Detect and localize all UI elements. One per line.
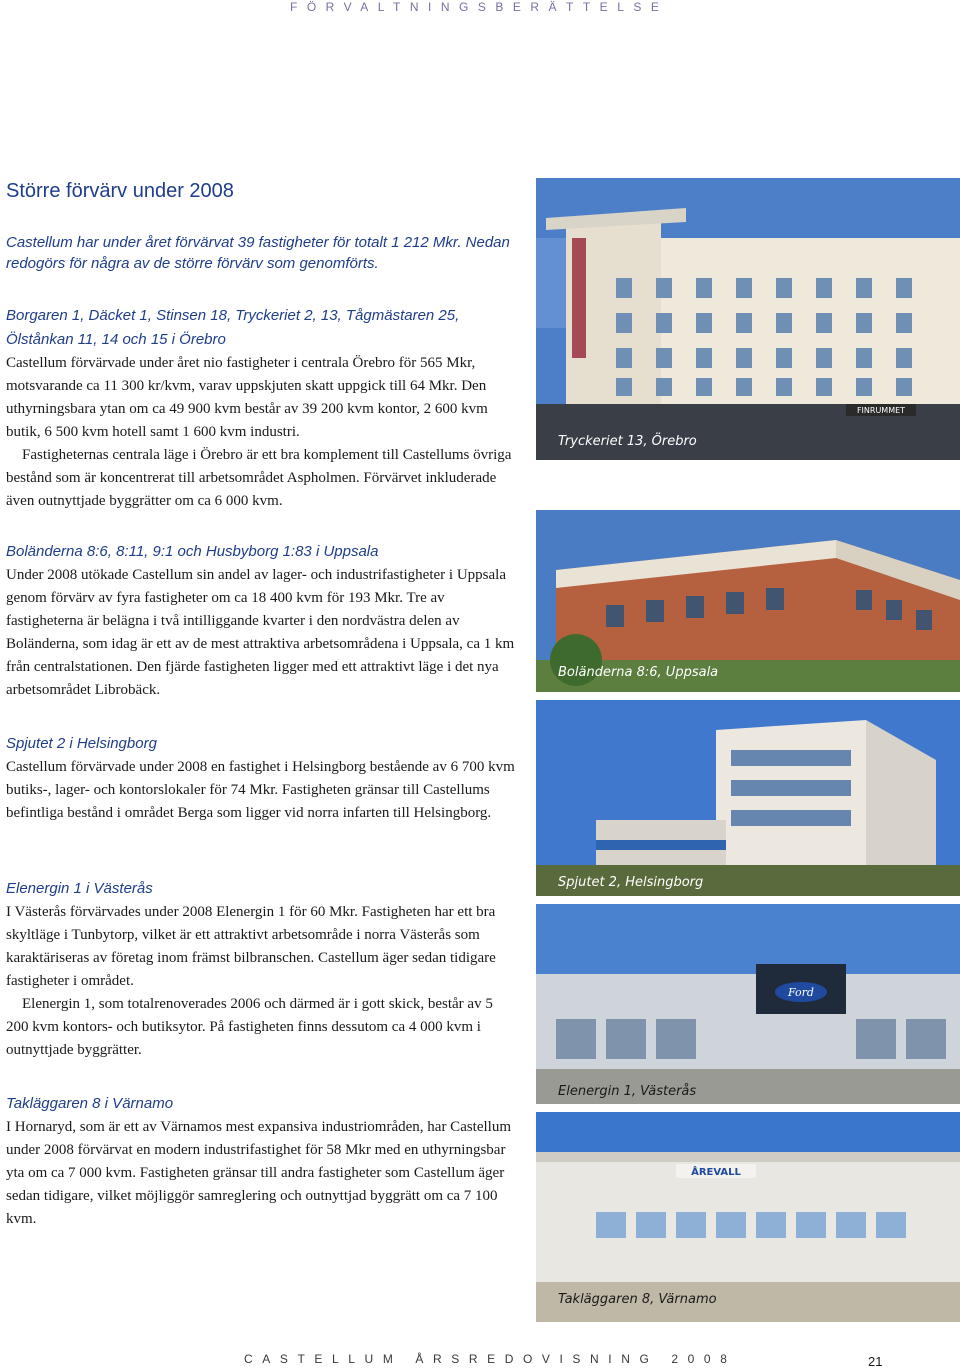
photo-taklaggaren-varnamo (536, 1112, 960, 1322)
photo-caption: Elenergin 1, Västerås (558, 1084, 697, 1099)
section-title: Borgaren 1, Däcket 1, Stinsen 18, Tryckeriet 2, 13, Tågmästaren 25, Ölstånkan 11, 14 och 15 i Örebro (6, 307, 460, 348)
section-paragraph: I Västerås förvärvades under 2008 Elenergin 1 för 60 Mkr. Fastigheten har ett bra skyltläge i Tunbytorp, vilket är ett attraktivt arbetsområde i norra Västerås som karaktäriseras av företag inom främst bilbranschen. Castellum äger sedan tidigare fastigheter i området. (6, 904, 496, 989)
footer-publication: CASTELLUM ÅRSREDOVISNING 2008 (244, 1352, 737, 1366)
section-paragraph: Elenergin 1, som totalrenoverades 2006 och därmed är i gott skick, består av 5 200 kvm kontors- och butiksytor. På fastigheten finns dessutom ca 4 000 kvm i outnyttjade byggrätter. (6, 996, 493, 1058)
section-helsingborg (6, 732, 516, 825)
article-heading: Större förvärv under 2008 (6, 180, 234, 202)
photo-caption: Boländerna 8:6, Uppsala (558, 665, 719, 680)
section-title: Boländerna 8:6, 8:11, 9:1 och Husbyborg 1:83 i Uppsala (6, 543, 379, 560)
section-uppsala (6, 540, 516, 702)
running-head: FÖRVALTNINGSBERÄTTELSE (290, 0, 669, 14)
sign-ford: Ford (788, 986, 814, 999)
section-varnamo (6, 1092, 516, 1231)
section-paragraph: I Hornaryd, som är ett av Värnamos mest expansiva industriområden, har Castellum under 2008 förvärvat en modern industrifastighet för 58 Mkr med en uthyrningsbar yta om ca 7 000 kvm. Fastigheten gränsar till andra fastigheter som Castellum äger sedan tidigare, vilket möjliggör samreglering och outnyttjad byggrätt om ca 7 100 kvm. (6, 1119, 512, 1227)
photo-caption: Takläggaren 8, Värnamo (558, 1292, 717, 1307)
car-dealership-illustration (536, 904, 960, 1104)
photo-caption: Tryckeriet 13, Örebro (558, 434, 697, 449)
section-paragraph: Under 2008 utökade Castellum sin andel av lager- och industrifastigheter i Uppsala genom förvärv av fyra fastigheter om ca 18 400 kvm för 193 Mkr. Tre av fastigheterna är belägna i två intilliggande kvarter i den nordvästra delen av Boländerna, som idag är ett av de mest attraktiva arbetsområdena i Uppsala, ca 1 km från centralstationen. Den fjärde fastigheten ligger med ett attraktivt läge i det nya arbetsområdet Librobäck. (6, 567, 515, 698)
section-vasteras (6, 877, 516, 1062)
sign-finrummet: FINRUMMET (856, 406, 906, 415)
photo-tryckeriet-orebro (536, 178, 960, 460)
section-paragraph: Castellum förvärvade under året nio fastigheter i centrala Örebro för 565 Mkr, motsvarande ca 11 300 kr/kvm, varav uppskjuten skatt uppgick till 64 Mkr. Den uthyrningsbara ytan om ca 49 900 kvm består av 39 200 kvm kontor, 2 600 kvm butik, 6 500 kvm hotell samt 1 600 kvm industri. (6, 355, 488, 440)
industrial-building-illustration (536, 1112, 960, 1322)
article-intro: Castellum har under året förvärvat 39 fastigheter för totalt 1 212 Mkr. Nedan redogörs för några av de större förvärv som genomförts. (6, 234, 510, 272)
sign-arevall: ÅREVALL (691, 1167, 741, 1178)
photo-elenergin-vasteras (536, 904, 960, 1104)
section-paragraph: Fastigheternas centrala läge i Örebro är ett bra komplement till Castellums övriga bestånd som är koncentrerat till arbetsområdet Aspholmen. Förvärvet inkluderade även outnyttjade byggrätter om ca 6 000 kvm. (6, 447, 512, 509)
section-paragraph: Castellum förvärvade under 2008 en fastighet i Helsingborg bestående av 6 700 kvm butiks-, lager- och kontorslokaler för 74 Mkr. Fastigheten gränsar till Castellums befintliga bestånd i området Berga som ligger vid norra infarten till Helsingborg. (6, 759, 515, 821)
section-orebro (6, 304, 516, 513)
photo-caption: Spjutet 2, Helsingborg (558, 875, 704, 890)
section-title: Takläggaren 8 i Värnamo (6, 1095, 174, 1112)
photo-bolanderna-uppsala (536, 510, 960, 692)
photo-spjutet-helsingborg (536, 700, 960, 896)
section-title: Elenergin 1 i Västerås (6, 880, 153, 897)
office-building-illustration (536, 700, 960, 896)
hotel-building-illustration (536, 178, 960, 460)
section-title: Spjutet 2 i Helsingborg (6, 735, 157, 752)
page-number: 21 (868, 1354, 883, 1369)
